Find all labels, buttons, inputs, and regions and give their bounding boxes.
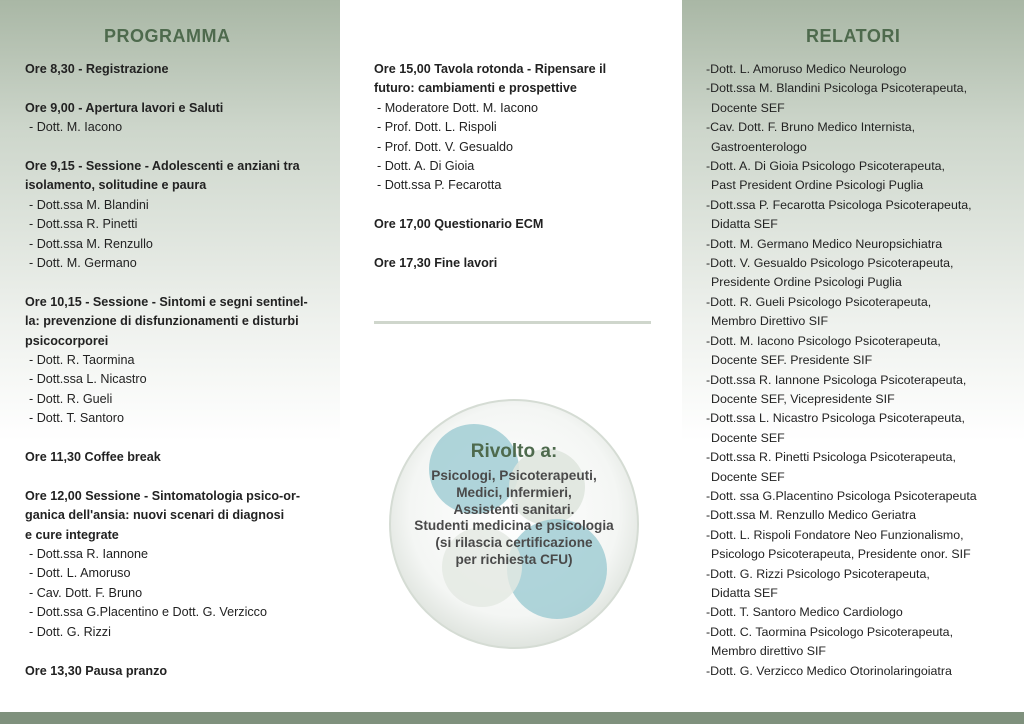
schedule-time-line: Ore 17,30 Fine lavori xyxy=(374,256,498,271)
speaker-detail-line: Docente SEF, Vicepresidente SIF xyxy=(711,391,895,406)
schedule-time-line: la: prevenzione di disfunzionamenti e disturbi xyxy=(25,314,299,329)
speaker-line: - Dott. A. Di Gioia xyxy=(377,159,475,174)
speaker-entry: -Dott.ssa L. Nicastro Psicologa Psicoterapeuta, xyxy=(706,411,965,426)
speaker-entry: -Cav. Dott. F. Bruno Medico Internista, xyxy=(706,120,916,135)
speaker-entry: -Dott. L. Amoruso Medico Neurologo xyxy=(706,62,907,76)
speaker-entry: -Dott. ssa G.Placentino Psicologa Psicoterapeuta xyxy=(706,488,977,503)
speaker-line: - Prof. Dott. V. Gesualdo xyxy=(377,139,514,154)
speaker-entry: -Dott. G. Rizzi Psicologo Psicoterapeuta, xyxy=(706,566,930,581)
rivolto-line: Medici, Infermieri, xyxy=(456,484,572,500)
speaker-line: - Dott.ssa M. Renzullo xyxy=(29,236,153,251)
speaker-entry: -Dott. L. Rispoli Fondatore Neo Funzionalismo, xyxy=(706,527,964,542)
speaker-detail-line: Didatta SEF xyxy=(711,217,778,232)
speaker-line: - Dott. G. Rizzi xyxy=(29,624,111,639)
schedule-time-line: ganica dell'ansia: nuovi scenari di diagnosi xyxy=(25,508,285,523)
schedule-time-line: Ore 9,15 - Sessione - Adolescenti e anziani tra xyxy=(25,159,300,173)
speaker-entry: -Dott. M. Iacono Psicologo Psicoterapeuta, xyxy=(706,333,941,348)
speaker-detail-line: Past President Ordine Psicologi Puglia xyxy=(711,178,924,193)
speaker-line: - Dott.ssa L. Nicastro xyxy=(29,372,147,387)
schedule-time-line: Ore 15,00 Tavola rotonda - Ripensare il xyxy=(374,62,607,76)
speaker-entry: -Dott. T. Santoro Medico Cardiologo xyxy=(706,605,903,620)
speaker-entry: -Dott. G. Verzicco Medico Otorinolaringoiatra xyxy=(706,663,952,678)
programma-list xyxy=(25,60,335,681)
speaker-line: - Prof. Dott. L. Rispoli xyxy=(377,120,497,135)
schedule-time-line: Ore 17,00 Questionario ECM xyxy=(374,217,544,232)
spacer xyxy=(374,235,664,254)
speaker-line: - Dott. M. Iacono xyxy=(29,120,123,135)
relatori-list xyxy=(706,60,1016,681)
schedule-time-line: Ore 13,30 Pausa pranzo xyxy=(25,663,168,678)
speaker-line: - Dott.ssa P. Fecarotta xyxy=(377,178,502,193)
speaker-detail-line: Docente SEF xyxy=(711,100,785,115)
bottom-band xyxy=(0,712,1024,724)
spacer xyxy=(25,79,335,98)
speaker-entry: -Dott.ssa M. Renzullo Medico Geriatra xyxy=(706,508,917,523)
speaker-entry: -Dott. C. Taormina Psicologo Psicoterapeuta, xyxy=(706,624,954,639)
speaker-entry: -Dott. A. Di Gioia Psicologo Psicoterapeuta, xyxy=(706,159,945,174)
rivolto-line: Assistenti sanitari. xyxy=(453,501,575,517)
spacer xyxy=(25,429,335,448)
relatori-heading: RELATORI xyxy=(806,26,901,46)
spacer xyxy=(25,138,335,157)
schedule-time-line: Ore 10,15 - Sessione - Sintomi e segni sentinel- xyxy=(25,294,308,309)
schedule-time-line: e cure integrate xyxy=(25,527,119,542)
speaker-detail-line: Membro direttivo SIF xyxy=(711,644,826,659)
schedule-time-line: Ore 11,30 Coffee break xyxy=(25,450,161,465)
spacer xyxy=(374,196,664,215)
speaker-line: - Dott. R. Gueli xyxy=(29,391,113,406)
speaker-detail-line: Presidente Ordine Psicologi Puglia xyxy=(711,275,902,290)
rivolto-title: Rivolto a: xyxy=(470,441,558,462)
speaker-line: - Cav. Dott. F. Bruno xyxy=(29,585,143,600)
rivolto-line: (si rilascia certificazione xyxy=(435,535,593,551)
rivolto-line: Psicologi, Psicoterapeuti, xyxy=(431,468,597,483)
rivolto-line: Studenti medicina e psicologia xyxy=(414,518,614,534)
speaker-line: - Dott. T. Santoro xyxy=(29,411,124,426)
speaker-line: - Dott. R. Taormina xyxy=(29,353,135,368)
speaker-entry: -Dott.ssa P. Fecarotta Psicologa Psicoterapeuta, xyxy=(706,197,972,212)
speaker-entry: -Dott.ssa R. Iannone Psicologa Psicoterapeuta, xyxy=(706,372,967,387)
speaker-detail-line: Docente SEF. Presidente SIF xyxy=(711,353,873,368)
spacer xyxy=(25,273,335,292)
schedule-time-line: psicocorporei xyxy=(25,333,109,348)
pomeriggio-list xyxy=(374,60,664,273)
speaker-line: - Moderatore Dott. M. Iacono xyxy=(377,100,538,115)
speaker-detail-line: Membro Direttivo SIF xyxy=(711,314,829,329)
schedule-time-line: isolamento, solitudine e paura xyxy=(25,178,207,193)
schedule-time-line: Ore 12,00 Sessione - Sintomatologia psico-or- xyxy=(25,488,301,503)
rivolto-line: per richiesta CFU) xyxy=(455,551,573,567)
schedule-time-line: Ore 9,00 - Apertura lavori e Saluti xyxy=(25,100,224,115)
speaker-line: - Dott.ssa M. Blandini xyxy=(29,197,149,212)
schedule-time-line: Ore 8,30 - Registrazione xyxy=(25,62,169,76)
section-divider xyxy=(374,321,651,324)
speaker-entry: -Dott. R. Gueli Psicologo Psicoterapeuta, xyxy=(706,294,932,309)
speaker-line: - Dott.ssa G.Placentino e Dott. G. Verzicco xyxy=(29,605,267,620)
rivolto-body xyxy=(387,468,641,569)
speaker-line: - Dott.ssa R. Iannone xyxy=(29,547,149,562)
rivolto-box xyxy=(387,440,641,569)
speaker-line: - Dott.ssa R. Pinetti xyxy=(29,217,138,232)
speaker-entry: -Dott. V. Gesualdo Psicologo Psicoterapeuta, xyxy=(706,256,954,271)
spacer xyxy=(25,642,335,661)
schedule-time-line: futuro: cambiamenti e prospettive xyxy=(374,81,577,96)
programma-heading: PROGRAMMA xyxy=(104,26,231,46)
speaker-detail-line: Docente SEF xyxy=(711,430,785,445)
speaker-line: - Dott. M. Germano xyxy=(29,256,137,271)
speaker-entry: -Dott.ssa M. Blandini Psicologa Psicoterapeuta, xyxy=(706,81,968,96)
speaker-detail-line: Didatta SEF xyxy=(711,585,778,600)
speaker-detail-line: Psicologo Psicoterapeuta, Presidente onor. SIF xyxy=(711,547,971,562)
speaker-detail-line: Docente SEF xyxy=(711,469,785,484)
speaker-entry: -Dott. M. Germano Medico Neuropsichiatra xyxy=(706,236,943,251)
speaker-line: - Dott. L. Amoruso xyxy=(29,566,131,581)
spacer xyxy=(25,467,335,486)
speaker-detail-line: Gastroenterologo xyxy=(711,139,807,154)
speaker-entry: -Dott.ssa R. Pinetti Psicologa Psicoterapeuta, xyxy=(706,450,956,465)
